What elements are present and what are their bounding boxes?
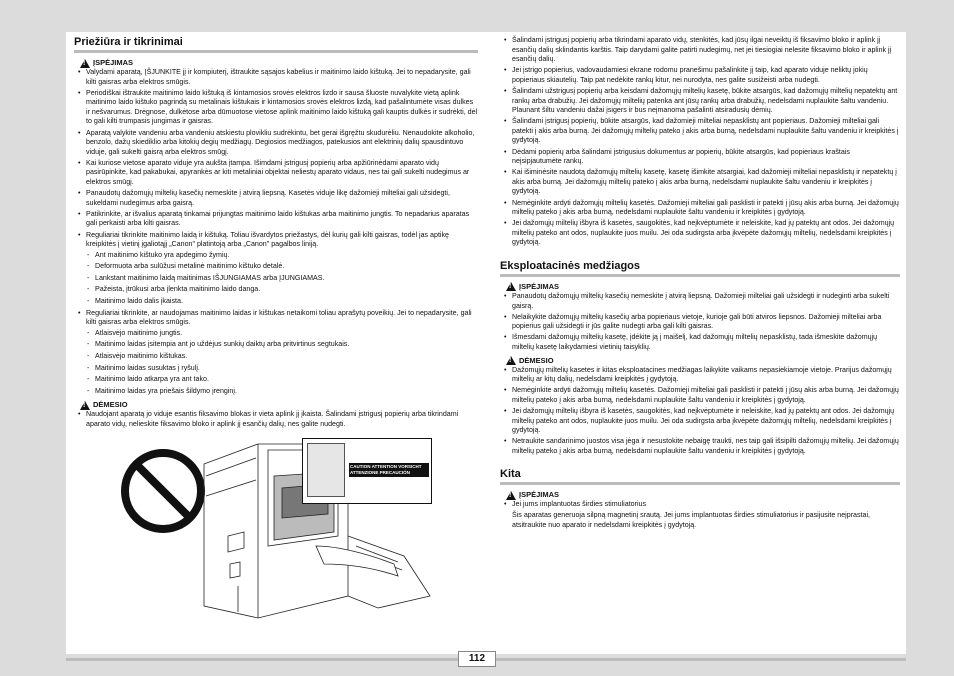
list-item: • Valydami aparatą, ĮŠJUNKITE jį ir kompiuterį, ištraukite sąsajos kabelius ir maitinimo laido kištuką. Jei to nepadarysite, gali kilti gaisras arba elektros smūgis.	[74, 68, 478, 87]
right-column	[500, 36, 900, 531]
warning-triangle-icon	[506, 356, 516, 365]
caution-sticker	[302, 438, 432, 504]
list-item: • Šalindami įstrigusį popierių, būkite atsargūs, kad dažomieji milteliai nepasklistų ant popieriaus. Dažomieji milteliai gali patekti į akis arba burną. Jei dažomųjų miltelių pateko į akis arba burną, nedelsdami nuplaukite šaltu vandeniu ir kreipkitės į gydytoją.	[500, 117, 900, 146]
list-item: • Periodiškai ištraukite maitinimo laido kištuką iš kintamosios srovės elektros lizdo ir sausa šluoste nuvalykite vietą aplink maitinimo laido kištuko pagrindą su metalinais kištukais ir kintamosios srovės elektros lizdą, kad pašalintumėte visas dulkes ir nešvarumus. Drėgnose, dulkėtose arba dūmuotose vietose aplink maitinimo laido kištuką gali kauptis dulkės ir sudrėkti, dėl to gali kilti trumpasis jungimas ir gaisras.	[74, 89, 478, 127]
list-item: • Jei dažomųjų miltelių išbyra iš kasetės, saugokitės, kad neįkvėptumėte ir neleiskite, kad jų patektų ant odos. Jei dažomųjų miltelių pateko ant odos, nuplaukite juos muilu. Jei oda sudirgsta arba įkvėpėte dažomųjų miltelių, nedelsdami kreipkitės į gydytoją.	[500, 407, 900, 436]
sub-item: - Atlaisvėjo maitinimo kištukas.	[86, 352, 478, 362]
sub-item: - Pažeista, įtrūkusi arba įlenkta maitinimo laido danga.	[86, 285, 478, 295]
sub-item: - Maitinimo laidas įsitempia ant jo uždėjus sunkių daiktų arba pritvirtinus segtukais.	[86, 340, 478, 350]
sub-list-b	[86, 329, 478, 397]
warning-heading	[80, 58, 478, 68]
list-item: • Jei dažomųjų miltelių išbyra iš kasetės, saugokitės, kad neįkvėptumėte ir neleiskite, kad jų patektų ant odos. Jei dažomųjų miltelių pateko ant odos, nuplaukite juos muilu. Jei oda sudirgsta arba įkvėpėte dažomųjų miltelių, nedelsdami kreipkitės į gydytoją.	[500, 219, 900, 248]
list-item: • Netraukite sandarinimo juostos visa jėga ir nesustokite nebaigę traukti, nes taip gali išsipilti dažomųjų miltelių. Jei dažomųjų miltelių pateko į akis arba burną, nedelsdami nuplaukite šaltu vandeniu ir kreipkitės į gydytoją.	[500, 437, 900, 456]
warning-heading	[506, 282, 900, 292]
list-item: • Panaudotų dažomųjų miltelių kasečių nemeskite į atvirą liepsną. Kasetės viduje likę dažomieji milteliai gali užsidegti, sukeldami nudegimus arba gaisrą.	[74, 189, 478, 208]
page-number: 112	[458, 651, 496, 667]
list-item: • Išmesdami dažomųjų miltelių kasetę, įdėkite ją į maišelį, kad dažomųjų miltelių nepasklistų, tada išmeskite dažomųjų miltelių kasetę laikydamiesi vietinių taisyklių.	[500, 333, 900, 352]
list-item: • Jei įstrigo popierius, vadovaudamiesi ekrane rodomu pranešimu pašalinkite jį taip, kad aparato viduje neliktų jokių popieriaus skiautelių. Taip pat nedėkite rankų kitur, nei nurodyta, nes galite susižeisti arba nudegti.	[500, 66, 900, 85]
sub-list-a	[86, 251, 478, 307]
list-item: • Panaudotų dažomųjų miltelių kasečių nemeskite į atvirą liepsną. Dažomieji milteliai gali užsidegti ir nudeginti arba sukelti gaisrą.	[500, 292, 900, 311]
other-list	[500, 500, 900, 510]
list-item	[74, 231, 478, 307]
left-column	[74, 36, 478, 626]
warning-triangle-icon	[80, 59, 90, 68]
list-item: • Aparatą valykite vandeniu arba vandeniu atskiestu plovikliu sudrėkintu, bet gerai išgręžtu skudurėliu. Nenaudokite alkoholio, benzolo, dažų skiediklio arba kitokių degių medžiagų. Degiosios medžiagos, patekusios ant elektrinių dalių spausdintuvo viduje, gali sukelti gaisrą arba elektros smūgį.	[74, 129, 478, 158]
sub-item: - Ant maitinimo kištuko yra apdegimo žymių.	[86, 251, 478, 261]
section-title-other: Kita	[500, 468, 900, 485]
warning-label: ĮSPĖJIMAS	[519, 490, 560, 500]
list-item-text: Reguliariai tikrinkite maitinimo laidą ir kištuką. Toliau išvardytos priežastys, dėl kurių gali kilti gaisras, todėl jas aptikę kreipkitės į vietinį įgaliotąjį „Canon" platintoją arba „Canon" pagalbos liniją.	[86, 230, 449, 249]
warning-list	[74, 68, 478, 396]
sticker-illustration	[307, 443, 345, 497]
sticker-text: CAUTION ATTENTION VORSICHT ATTENZIONE PRECAUCIÓN	[349, 463, 429, 477]
section-title-maintenance: Priežiūra ir tikrinimai	[74, 36, 478, 53]
warning-label: ĮSPĖJIMAS	[93, 58, 134, 67]
sub-item: - Maitinimo laidas yra priešais šildymo įrenginį.	[86, 387, 478, 397]
list-item: • Jei jums implantuotas širdies stimuliatorius	[500, 500, 900, 510]
sub-item: - Atlaisvėjo maitinimo jungtis.	[86, 329, 478, 339]
list-item: • Šalindami užstrigusį popierių arba keisdami dažomųjų miltelių kasetę, būkite atsargūs, kad dažomųjų miltelių nepatektų ant rankų arba drabužių. Jei dažomųjų miltelių patenka ant jūsų rankų arba drabužių, nedelsdami nuplaukite šaltu vandeniu. Plaunant šiltu vandeniu dažai įsigers ir bus neįmanoma pašalinti atsiradusių dėmių.	[500, 87, 900, 116]
sub-item: - Maitinimo laidas susuktas į ryšulį.	[86, 364, 478, 374]
warning-triangle-icon	[506, 282, 516, 291]
right-top-list	[500, 36, 900, 248]
list-item: • Dėdami popierių arba šalindami įstrigusius dokumentus ar popierių, būkite atsargūs, kad popieriaus kraštais neįsipjautumėte rankų.	[500, 148, 900, 167]
list-item-text: Reguliariai tikrinkite, ar naudojamas maitinimo laidas ir kištukas netaikomi toliau aprašytų poveikių. Jei to nepadarysite, gali kilti gaisras arba elektros smūgis.	[86, 308, 472, 327]
other-text: Šis aparatas generuoja silpną magnetinį srautą. Jei jums implantuotas širdies stimuliatorius ir pasijusite neįprastai, atsitraukite nuo aparato ir nedelsdami kreipkitės į gydytoją.	[512, 511, 871, 530]
list-item: • Šalindami įstrigusį popierių arba tikrindami aparato vidų, stenkitės, kad jūsų ilgai neveiktų iš fiksavimo bloko ir aplink jį esančių dalių sklindantis karštis. Taip darydami galite patirti nudegimų, net jei tiesiogiai nelesite fiksavimo bloko ir aplink jį esančių dalių.	[500, 36, 900, 65]
sub-item: - Maitinimo laido dalis įkaista.	[86, 297, 478, 307]
sub-item: - Deformuota arba sulūžusi metalinė maitinimo kištuko detalė.	[86, 262, 478, 272]
consumables-warning-list	[500, 292, 900, 353]
list-item: • Nelaikykite dažomųjų miltelių kasečių arba popieriaus vietoje, kurioje gali būti atviros liepsnos. Dažomieji milteliai arba popierius gali užsidegti ir jūs galite nudegti arba gali kilti gaisras.	[500, 313, 900, 332]
caution-label: DĖMESIO	[519, 355, 554, 365]
warning-label: ĮSPĖJIMAS	[519, 281, 560, 291]
list-item: • Naudojant aparatą jo viduje esantis fiksavimo blokas ir vieta aplink jį įkaista. Šalindami įstrigusį popierių arba tikrindami aparato vidų, nelieskite fiksavimo bloko ir aplink jį esančių dalių, nes galite nudegti.	[74, 410, 478, 429]
illustration	[74, 436, 478, 626]
section-title-consumables: Eksploatacinės medžiagos	[500, 260, 900, 277]
list-item: • Kai kuriose vietose aparato viduje yra aukšta įtampa. Išimdami įstrigusį popierių arba apžiūrinėdami aparato vidų pasirūpinkite, kad pakabukai, apyrankės ar kiti metaliniai objektai neliestų aparato vidaus, nes tai gali sukelti nudegimus ar elektros smūgį.	[74, 159, 478, 188]
caution-heading	[80, 400, 478, 410]
warning-heading	[506, 490, 900, 500]
list-item: • Kai išiminėsite naudotą dažomųjų miltelių kasetę, kasetę išimkite atsargiai, kad dažomieji milteliai nepasklistų ir nepatektų į akis arba burną. Jei dažomųjų miltelių pateko į akis arba burną, nedelsdami nuplaukite šaltu vandeniu ir kreipkitės į gydytoją.	[500, 168, 900, 197]
prohibition-icon	[118, 446, 208, 536]
list-item	[74, 309, 478, 397]
consumables-caution-list	[500, 366, 900, 457]
list-item: • Nemėginkite ardyti dažomųjų miltelių kasetės. Dažomieji milteliai gali pasklisti ir patekti į jūsų akis arba burną. Jei dažomųjų miltelių pateko į akis arba burną, nedelsdami nuplaukite šaltu vandeniu ir kreipkitės į gydytoją.	[500, 386, 900, 405]
sub-item: - Maitinimo laido atkarpa yra ant tako.	[86, 375, 478, 385]
warning-triangle-icon	[80, 401, 90, 410]
list-item: • Dažomųjų miltelių kasetes ir kitas eksploatacines medžiagas laikykite vaikams nepasiekiamoje vietoje. Prarijus dažomųjų miltelių ar kitų dalių, nedelsdami kreipkitės į gydytoją.	[500, 366, 900, 385]
sub-item: - Lankstant maitinimo laidą maitinimas IŠJUNGIAMAS arba ĮJUNGIAMAS.	[86, 274, 478, 284]
caution-label: DĖMESIO	[93, 400, 128, 410]
list-item: • Patikrinkite, ar išvalius aparatą tinkamai prijungtas maitinimo laido kištukas arba maitinimo jungtis. To nepadarius aparatas gali perkaisti arba kilti gaisras.	[74, 210, 478, 229]
document-sheet	[66, 32, 906, 654]
caution-list	[74, 410, 478, 429]
warning-triangle-icon	[506, 491, 516, 500]
caution-heading	[506, 356, 900, 366]
list-item: • Nemėginkite ardyti dažomųjų miltelių kasetės. Dažomieji milteliai gali pasklisti ir patekti į jūsų akis arba burną. Jei dažomųjų miltelių pateko į akis arba burną, nedelsdami nuplaukite šaltu vandeniu ir kreipkitės į gydytoją.	[500, 199, 900, 218]
